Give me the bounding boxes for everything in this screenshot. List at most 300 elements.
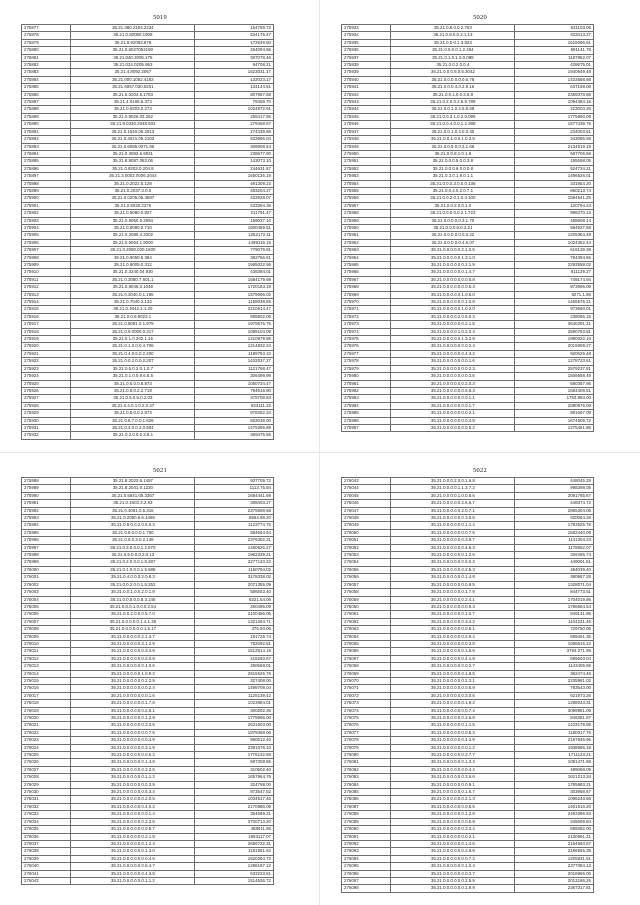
record-id-cell: 275903: [22, 217, 71, 224]
record-id-cell: 275905: [22, 232, 71, 239]
amount-cell: 2369378.86: [515, 91, 594, 98]
coordinate-cell: 35.21.0.8046.0.1048: [71, 284, 195, 291]
coordinate-cell: 35.21.0.0.0.1.0.0.0.2.54: [71, 603, 195, 610]
record-id-cell: 275969: [342, 291, 391, 298]
table-row: [22, 299, 274, 306]
table-row: [22, 707, 274, 714]
table-row: [342, 62, 594, 69]
coordinate-cell: 35.21.0.0.0.0.0.0.3.5.5: [391, 515, 515, 522]
amount-cell: 2197946.96: [515, 737, 594, 744]
amount-cell: 1615086.51: [515, 39, 594, 46]
amount-cell: 1657964.76: [195, 774, 274, 781]
coordinate-cell: 35.21.0.0.0.0.0.0.2.1.9: [391, 262, 515, 269]
amount-cell: 308908.54: [195, 143, 274, 150]
table-row: [22, 54, 274, 61]
amount-cell: 1298197.12: [195, 863, 274, 870]
coordinate-cell: 35.21.0.0.0.0.0.0.3.0.6: [391, 692, 515, 699]
table-row: [22, 62, 274, 69]
table-row: [342, 76, 594, 83]
coordinate-cell: 35.21.0.0.0.3.0.0.0.136: [391, 180, 515, 187]
table-row: [342, 840, 594, 847]
table-row: [22, 840, 274, 847]
amount-cell: 1328071.04: [515, 581, 594, 588]
data-table: [341, 477, 594, 893]
table-row: [342, 239, 594, 246]
amount-cell: 1776132.68: [195, 752, 274, 759]
amount-cell: 1094384.16: [515, 99, 594, 106]
amount-cell: 333413.27: [515, 32, 594, 39]
table-row: [342, 633, 594, 640]
coordinate-cell: 35.21.0.0.0.8.0.5.3042: [391, 69, 515, 76]
amount-cell: 1125139.42: [195, 692, 274, 699]
amount-cell: 3794.071.95: [515, 648, 594, 655]
amount-cell: 937709.72: [195, 478, 274, 485]
table-row: [22, 589, 274, 596]
amount-cell: 998370.13: [515, 210, 594, 217]
coordinate-cell: 35.21.0.0.0.0.0.0.0.6.3: [391, 284, 515, 291]
coordinate-cell: 35.21.0.0.0.0.0.0.0.7.2: [391, 855, 515, 862]
record-id-cell: 275998: [22, 552, 71, 559]
amount-cell: 264094.56: [195, 47, 274, 54]
amount-cell: 354689.21: [195, 811, 274, 818]
record-id-cell: 276067: [342, 655, 391, 662]
table-row: [22, 165, 274, 172]
table-row: [342, 611, 594, 618]
amount-cell: 1034517.46: [195, 796, 274, 803]
coordinate-cell: 35.21.0.1603.3.2.93: [71, 500, 195, 507]
record-id-cell: 275986: [342, 417, 391, 424]
amount-cell: 978362.34: [195, 410, 274, 417]
amount-cell: 616139.38: [515, 247, 594, 254]
amount-cell: 2015909.27: [515, 343, 594, 350]
table-row: [342, 781, 594, 788]
record-id-cell: 275916: [22, 313, 71, 320]
amount-cell: 1489116.15: [195, 239, 274, 246]
amount-cell: 1512614.16: [195, 648, 274, 655]
coordinate-cell: 35.21.0.0.0.0.0.1.0.2.0: [391, 306, 515, 313]
record-id-cell: 275948: [342, 136, 391, 143]
amount-cell: 303968.67: [515, 789, 594, 796]
data-table: [21, 24, 274, 440]
table-row: [342, 515, 594, 522]
table-row: [342, 39, 594, 46]
coordinate-cell: 35.21.0.0.0.0.0.0.1.4.7: [391, 269, 515, 276]
coordinate-cell: 35.21.0.0.0.0.0.0.1.1.2: [71, 877, 195, 884]
record-id-cell: 275943: [342, 99, 391, 106]
coordinate-cell: 35.21.0.2.0.0.2.6.9.789: [391, 99, 515, 106]
coordinate-cell: 35.21.0.0.0.0.0.2.0.7.1: [391, 507, 515, 514]
record-id-cell: 276084: [342, 781, 391, 788]
table-row: [22, 276, 274, 283]
coordinate-cell: 35.21.0.0.0.0.0.0.2.0.5: [71, 796, 195, 803]
coordinate-cell: 35.21.0.0.0.0.0.0.1.5.17: [71, 626, 195, 633]
record-id-cell: 275972: [342, 313, 391, 320]
table-row: [22, 232, 274, 239]
record-id-cell: 275881: [22, 54, 71, 61]
coordinate-cell: 35.21.0.0.0.0.2.0.5.0.3: [391, 313, 515, 320]
table-row: [22, 210, 274, 217]
amount-cell: 2865304.06: [515, 507, 594, 514]
record-id-cell: 275985: [342, 410, 391, 417]
amount-cell: 475.93.05: [195, 626, 274, 633]
record-id-cell: 275889: [22, 113, 71, 120]
amount-cell: 1023984.01: [195, 700, 274, 707]
record-id-cell: 275967: [342, 276, 391, 283]
coordinate-cell: 35.21.0.0.2.0.1.0.4.100: [391, 195, 515, 202]
coordinate-cell: 35.21.0.0.0.0.0.0.0.3.8: [391, 640, 515, 647]
table-row: [342, 715, 594, 722]
coordinate-cell: 35.21.0.0.0.0.0.0.2.3.5: [71, 818, 195, 825]
record-id-cell: 276090: [342, 826, 391, 833]
coordinate-cell: 35.21.4.0106.6.373: [71, 99, 195, 106]
coordinate-cell: 35.21.0.2.0.0.0.1.9.287: [71, 559, 195, 566]
amount-cell: 2277133.22: [195, 559, 274, 566]
table-row: [22, 76, 274, 83]
table-row: [342, 685, 594, 692]
table-row: [342, 358, 594, 365]
coordinate-cell: 35.21.0.0.0.2.0.0.1.6.8: [391, 478, 515, 485]
amount-cell: 2154694.57: [515, 840, 594, 847]
coordinate-cell: 35.21.0.0.0.0.0.0.2.0.3: [391, 380, 515, 387]
table-row: [22, 833, 274, 840]
record-id-cell: 276006: [22, 611, 71, 618]
coordinate-cell: 35.21.0.0.0.1.3.823: [391, 39, 515, 46]
coordinate-cell: 35.21.0.0.0.0.0.0.1.1.3: [71, 774, 195, 781]
record-id-cell: 275963: [342, 247, 391, 254]
table-row: [342, 202, 594, 209]
table-row: [22, 744, 274, 751]
coordinate-cell: 35.21.0.0.0.0.0.0.2.5.9: [391, 877, 515, 884]
amount-cell: 1775890.09: [515, 113, 594, 120]
amount-cell: 300292.35: [195, 707, 274, 714]
amount-cell: 120794.23: [515, 202, 594, 209]
coordinate-cell: 35.21.0.9050.5.384: [71, 254, 195, 261]
record-id-cell: 275965: [342, 262, 391, 269]
page-number-title: 5022: [473, 467, 487, 474]
record-id-cell: 276082: [342, 766, 391, 773]
coordinate-cell: 35.21.0.9.0.0.2.0.6.0.3: [71, 522, 195, 529]
document-page-1: [0, 0, 320, 452]
amount-cell: 633223.51: [195, 870, 274, 877]
table-row: [342, 284, 594, 291]
record-id-cell: 275952: [342, 165, 391, 172]
coordinate-cell: 35.21.0.0.0.0.0.0.3.3.4: [391, 826, 515, 833]
amount-cell: 1577439.76: [515, 121, 594, 128]
table-row: [342, 855, 594, 862]
table-row: [22, 803, 274, 810]
table-row: [342, 670, 594, 677]
record-id-cell: 275988: [22, 478, 71, 485]
amount-cell: 1121768.47: [195, 365, 274, 372]
coordinate-cell: 35.21.0.0.0.0.0.0.0.9.3: [391, 603, 515, 610]
coordinate-cell: 35.21.000.1062.4182: [71, 76, 195, 83]
amount-cell: 378708.83: [195, 395, 274, 402]
table-row: [22, 143, 274, 150]
table-row: [342, 507, 594, 514]
coordinate-cell: 35.21.0.1040.06.2013: [71, 128, 195, 135]
coordinate-cell: 35.21.0.0.0.0.0.0.0.6.1: [391, 626, 515, 633]
table-row: [342, 722, 594, 729]
amount-cell: 1763.893.00: [515, 395, 594, 402]
table-row: [342, 603, 594, 610]
record-id-cell: 275911: [22, 276, 71, 283]
record-id-cell: 275936: [342, 47, 391, 54]
amount-cell: 307078.46: [195, 54, 274, 61]
amount-cell: 783543.00: [515, 685, 594, 692]
record-id-cell: 276002: [22, 581, 71, 588]
amount-cell: 448045.29: [515, 478, 594, 485]
coordinate-cell: 35.21.0.9203.0.204.8: [71, 165, 195, 172]
record-id-cell: 276040: [22, 863, 71, 870]
coordinate-cell: 35.21.0.5.0.5.0.2.03: [71, 395, 195, 402]
amount-cell: 586553.40: [195, 589, 274, 596]
record-id-cell: 276065: [342, 640, 391, 647]
table-row: [22, 478, 274, 485]
amount-cell: 1720163.19: [195, 284, 274, 291]
table-row: [22, 262, 274, 269]
record-id-cell: 275902: [22, 210, 71, 217]
table-row: [342, 395, 594, 402]
record-id-cell: 276054: [342, 559, 391, 566]
coordinate-cell: 35.21.0.8080.0.710: [71, 224, 195, 231]
amount-cell: 2335981.02: [515, 677, 594, 684]
record-id-cell: 275939: [342, 69, 391, 76]
record-id-cell: 275980: [342, 373, 391, 380]
table-row: [22, 618, 274, 625]
table-row: [342, 150, 594, 157]
record-id-cell: 276012: [22, 655, 71, 662]
record-id-cell: 275880: [22, 47, 71, 54]
record-id-cell: 276030: [22, 789, 71, 796]
amount-cell: 924111.22: [195, 402, 274, 409]
table-row: [342, 700, 594, 707]
amount-cell: 2391076.10: [195, 744, 274, 751]
amount-cell: 154759.72: [195, 25, 274, 32]
amount-cell: 591141.78: [515, 47, 594, 54]
coordinate-cell: 35.21.0.8.0.2.2.719: [71, 387, 195, 394]
record-id-cell: 275908: [22, 254, 71, 261]
amount-cell: 3178338.02: [195, 574, 274, 581]
amount-cell: 1113.75.84: [195, 485, 274, 492]
amount-cell: 1159038.65: [195, 299, 274, 306]
table-row: [22, 224, 274, 231]
record-id-cell: 275962: [342, 239, 391, 246]
coordinate-cell: 35.21.0.0.0.0.0.0.6.78: [391, 76, 515, 83]
amount-cell: 2091765.67: [515, 492, 594, 499]
amount-cell: 2631603.00: [195, 722, 274, 729]
amount-cell: 233394.35: [195, 202, 274, 209]
table-row: [22, 855, 274, 862]
amount-cell: 1209364.48: [515, 232, 594, 239]
table-row: [342, 692, 594, 699]
coordinate-cell: 35.21.0.2.0.0.0.3.8.1: [71, 432, 195, 439]
coordinate-cell: 35.21.0.0.0.0.0.0.0.7.6: [71, 729, 195, 736]
amount-cell: 1584541.25: [515, 195, 594, 202]
coordinate-cell: 35.21.0.4042.1.1.20: [71, 306, 195, 313]
amount-cell: 998398.05: [515, 485, 594, 492]
table-row: [342, 677, 594, 684]
table-row: [22, 722, 274, 729]
table-row: [22, 150, 274, 157]
amount-cell: 1024352.44: [515, 239, 594, 246]
coordinate-cell: 35.21.0.0.0.0.0.0.0.5.5: [391, 803, 515, 810]
record-id-cell: 276023: [22, 737, 71, 744]
amount-cell: 94708.21: [195, 62, 274, 69]
table-row: [22, 99, 274, 106]
amount-cell: 1500469.51: [195, 224, 274, 231]
table-row: [22, 715, 274, 722]
table-row: [22, 566, 274, 573]
record-id-cell: 276038: [22, 848, 71, 855]
amount-cell: 524734.21: [515, 165, 594, 172]
coordinate-cell: 35.21.0.0.0.0.0.0.2.5.3: [391, 566, 515, 573]
amount-cell: 2071355.09: [195, 581, 274, 588]
record-id-cell: 276081: [342, 759, 391, 766]
amount-cell: 1938686.18: [515, 744, 594, 751]
table-row: [342, 424, 594, 431]
record-id-cell: 276086: [342, 796, 391, 803]
table-row: [342, 803, 594, 810]
record-id-cell: 276005: [22, 603, 71, 610]
amount-cell: 807987.88: [195, 91, 274, 98]
amount-cell: 185598.05: [515, 158, 594, 165]
amount-cell: 2018966.06: [515, 870, 594, 877]
document-page-4: [320, 453, 640, 905]
amount-cell: 1187952.07: [515, 54, 594, 61]
table-row: [22, 417, 274, 424]
record-id-cell: 276035: [22, 826, 71, 833]
table-row: [342, 737, 594, 744]
table-row: [342, 247, 594, 254]
table-row: [342, 759, 594, 766]
table-row: [342, 25, 594, 32]
coordinate-cell: 35.21.0.0.0.0.0.0.0.5.9: [391, 685, 515, 692]
record-id-cell: 275928: [22, 402, 71, 409]
amount-cell: 1433179.99: [515, 722, 594, 729]
record-id-cell: 276088: [342, 811, 391, 818]
amount-cell: 2130691.21: [515, 833, 594, 840]
table-row: [22, 826, 274, 833]
coordinate-cell: 35.21.0.0.1.0.0.2.0.1.9: [71, 589, 195, 596]
amount-cell: 1210979.95: [195, 336, 274, 343]
coordinate-cell: 35.21.0.0.2.0.0.2.207: [71, 358, 195, 365]
table-row: [22, 685, 274, 692]
table-row: [22, 410, 274, 417]
record-id-cell: 276001: [22, 574, 71, 581]
table-row: [22, 291, 274, 298]
table-row: [22, 544, 274, 551]
coordinate-cell: 35.21.0.0.0.0.0.0.0.9.1: [391, 781, 515, 788]
coordinate-cell: 35.21.8.92083.878: [71, 39, 195, 46]
record-id-cell: 276032: [22, 803, 71, 810]
amount-cell: 2375699.68: [195, 507, 274, 514]
table-row: [22, 515, 274, 522]
amount-cell: 1401516.20: [515, 803, 594, 810]
record-id-cell: 276093: [342, 848, 391, 855]
amount-cell: 343085.58: [515, 136, 594, 143]
record-id-cell: 275930: [22, 417, 71, 424]
amount-cell: 533966.04: [195, 136, 274, 143]
record-id-cell: 275925: [22, 380, 71, 387]
coordinate-cell: 35.21.0.0.3.1.0.2.5.099: [391, 113, 515, 120]
amount-cell: 1582440.09: [515, 529, 594, 536]
table-row: [22, 781, 274, 788]
table-row: [342, 158, 594, 165]
table-row: [342, 648, 594, 655]
record-id-cell: 276019: [22, 707, 71, 714]
coordinate-cell: 35.21.0.6.0.3.0.2.146: [71, 537, 195, 544]
table-row: [22, 113, 274, 120]
coordinate-cell: 35.21.0.0.0.0.0.0.2.1.5: [391, 321, 515, 328]
table-row: [22, 432, 274, 439]
coordinate-cell: 35.21.0.0.0.0.0.0.2.2.6: [71, 766, 195, 773]
table-row: [342, 291, 594, 298]
coordinate-cell: 35.21.0.0.0.0.0.0.0.1.7: [391, 402, 515, 409]
table-row: [342, 180, 594, 187]
coordinate-cell: 35.21.0.0.0.0.0.0.3.1.9: [71, 744, 195, 751]
record-id-cell: 276058: [342, 589, 391, 596]
table-row: [342, 581, 594, 588]
amount-cell: 873996.09: [515, 284, 594, 291]
record-id-cell: 275923: [22, 365, 71, 372]
amount-cell: 1650126.19: [195, 173, 274, 180]
coordinate-cell: 35.21.0.2080.4.3302: [71, 232, 195, 239]
table-row: [342, 91, 594, 98]
amount-cell: 244631.67: [195, 165, 274, 172]
coordinate-cell: 35.21.0.0.0.0.0.0.1.7.6: [71, 700, 195, 707]
record-id-cell: 276097: [342, 877, 391, 884]
coordinate-cell: 35.21.0.2037.3.0.5: [71, 187, 195, 194]
table-row: [342, 276, 594, 283]
table-row: [342, 640, 594, 647]
record-id-cell: 276008: [22, 626, 71, 633]
record-id-cell: 276042: [22, 877, 71, 884]
amount-cell: 380987.28: [515, 574, 594, 581]
record-id-cell: 275978: [342, 358, 391, 365]
coordinate-cell: 35.21.0.1.0.0.0.1.5.688: [71, 566, 195, 573]
amount-cell: 846381.87: [515, 715, 594, 722]
record-id-cell: 275893: [22, 143, 71, 150]
record-id-cell: 276010: [22, 640, 71, 647]
table-row: [342, 165, 594, 172]
page-number-title: 5019: [153, 14, 167, 21]
amount-cell: 234003.61: [515, 128, 594, 135]
coordinate-cell: 35.21.0.2050.6.6.4469: [71, 515, 195, 522]
amount-cell: 792092.81: [195, 640, 274, 647]
record-id-cell: 276071: [342, 685, 391, 692]
table-row: [342, 313, 594, 320]
table-row: [22, 537, 274, 544]
table-row: [22, 700, 274, 707]
coordinate-cell: 35.21.0.0.0.0.0.0.2.9.4: [391, 633, 515, 640]
table-row: [22, 254, 274, 261]
table-row: [342, 54, 594, 61]
record-id-cell: 276050: [342, 529, 391, 536]
table-row: [342, 380, 594, 387]
coordinate-cell: 35.21.0.0.0.0.0.2.1.3.7: [71, 633, 195, 640]
amount-cell: 3099981.09: [515, 707, 594, 714]
record-id-cell: 276009: [22, 633, 71, 640]
amount-cell: 1940649.48: [515, 69, 594, 76]
record-id-cell: 275900: [22, 195, 71, 202]
amount-cell: 621973.26: [515, 692, 594, 699]
record-id-cell: 276013: [22, 663, 71, 670]
record-id-cell: 275982: [342, 387, 391, 394]
amount-cell: 891687.09: [515, 410, 594, 417]
amount-cell: 2493396.53: [515, 811, 594, 818]
record-id-cell: 276018: [22, 700, 71, 707]
record-id-cell: 276029: [22, 781, 71, 788]
